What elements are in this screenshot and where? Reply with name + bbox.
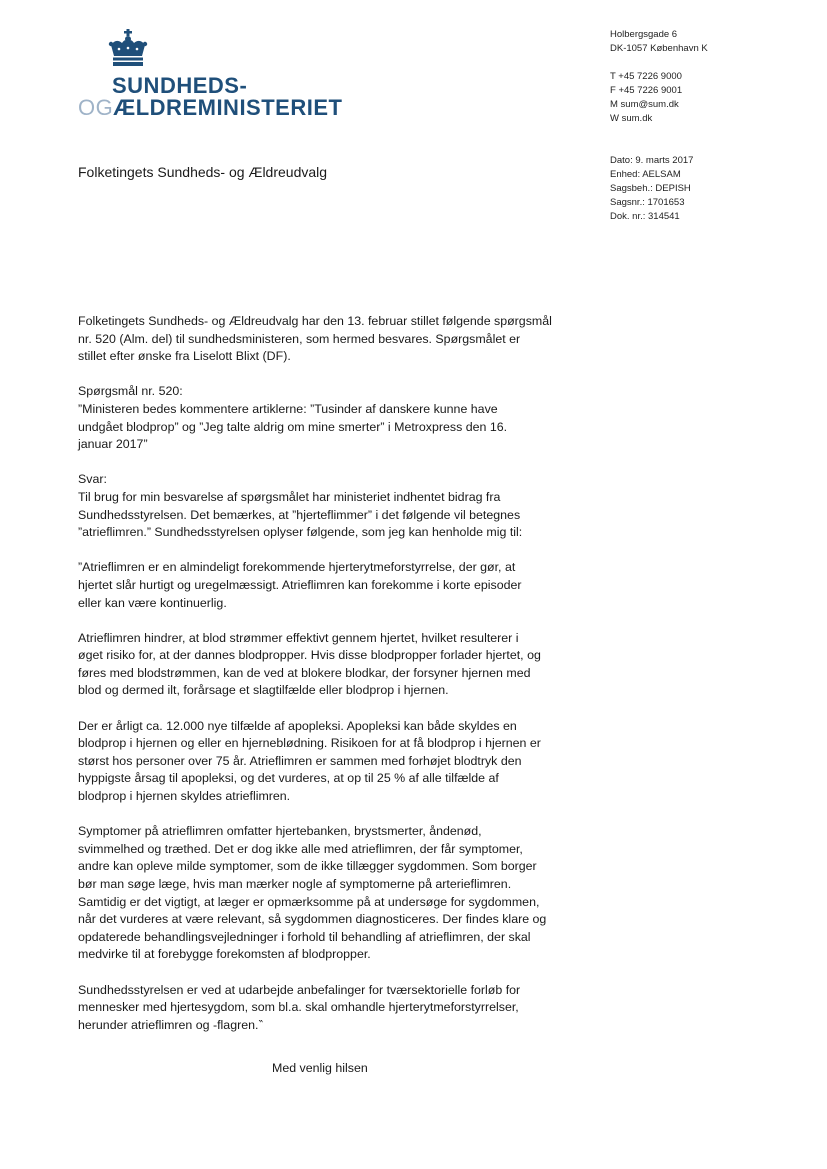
crown-icon [108, 29, 148, 67]
phone: T +45 7226 9000 [610, 71, 682, 82]
document-number: Dok. nr.: 314541 [610, 211, 680, 222]
address-line1: Holbergsgade 6 [610, 29, 678, 40]
logo-line2 [78, 97, 342, 119]
quote-paragraph-4: Symptomer på atrieflimren omfatter hjertebanken, brystsmerter, åndenød, svimmelhed og træthed. Det er dog ikke alle med atrieflimren, der får symptomer, andre kan opleve milde symptomer, som de ikke tillægger sygdommen. Som borger bør man søge læge, hvis man mærker nogle af symptomerne på arterieflimren. Samtidig er det vigtigt, at læger er opmærksomme på at undersøge for sygdommen, når det vurderes at være relevant, så sygdommen diagnosticeres. Der findes klare og opdaterede behandlingsvejledninger i forhold til behandling af atrieflimren, der skal medvirke til at forebygge forekomsten af blodpropper. [78, 824, 547, 962]
fax: F +45 7226 9001 [610, 85, 683, 96]
quote-paragraph-5: Sundhedsstyrelsen er ved at udarbejde anbefalinger for tværsektorielle forløb for mennesker med hjertesygdom, som bl.a. skal omhandle hjerterytmeforstyrrelser, herunder atrieflimren og -flagren.‶ [78, 982, 521, 1032]
quote-paragraph-2: Atrieflimren hindrer, at blod strømmer effektivt gennem hjertet, hvilket resulterer i øget risiko for, at der dannes blodpropper. Hvis disse blodpropper forlader hjertet, og føres med blodstrømmen, kan de ved at blokere blodkar, der forsyner hjernen med blod og dermed ilt, forårsage et slagtilfælde eller blodprop i hjernen. [78, 630, 541, 698]
logo-line1: SUNDHEDS- [112, 73, 248, 98]
ministry-logo [76, 29, 356, 124]
signoff: Med venlig hilsen [272, 1061, 368, 1075]
sender-info [610, 28, 708, 224]
intro-paragraph: Folketingets Sundheds- og Ældreudvalg har den 13. februar stillet følgende spørgsmål nr. 520 (Alm. del) til sundhedsministeren, som hermed besvares. Spørgsmålet er stillet efter ønske fra Liselott Blixt (DF). [78, 314, 552, 364]
letter-body [78, 313, 578, 1052]
question-paragraph: Spørgsmål nr. 520: ”Ministeren bedes kommentere artiklerne: ”Tusinder af danskere kunne have undgået blodprop” og ”Jeg talte aldrig om mine smerter” i Metroxpress den 16. januar 2017” [78, 384, 508, 452]
unit: Enhed: AELSAM [610, 169, 681, 180]
email: M sum@sum.dk [610, 99, 679, 110]
recipient: Folketingets Sundheds- og Ældreudvalg [78, 164, 328, 180]
case-officer: Sagsbeh.: DEPISH [610, 183, 691, 194]
address-line2: DK-1057 København K [610, 43, 708, 54]
quote-paragraph-1: ”Atrieflimren er en almindeligt forekommende hjerterytmeforstyrrelse, der gør, at hjertet slår hurtigt og uregelmæssigt. Atrieflimren kan forekomme i korte episoder eller kan være kontinuerlig. [78, 560, 522, 610]
case-number: Sagsnr.: 1701653 [610, 197, 685, 208]
answer-paragraph: Svar: Til brug for min besvarelse af spørgsmålet har ministeriet indhentet bidrag fra Sundhedsstyrelsen. Det bemærkes, at ”hjerteflimmer” i det følgende vil betegnes ”atrieflimren.” Sundhedsstyrelsen oplyser følgende, som jeg kan henholde mig til: [78, 472, 523, 540]
quote-paragraph-3: Der er årligt ca. 12.000 nye tilfælde af apopleksi. Apopleksi kan både skyldes en blodprop i hjernen og eller en hjerneblødning. Risikoen for at få blodprop i hjernen er størst hos personer over 75 år. Atrieflimren er sammen med forhøjet blodtryk den hyppigste årsag til apopleksi, og det vurderes, at op til 25 % af alle tilfælde af blodprop i hjernen skyldes atrieflimren. [78, 718, 541, 804]
website: W sum.dk [610, 113, 653, 124]
logo-prefix: OG [78, 95, 114, 120]
date: Dato: 9. marts 2017 [610, 155, 694, 166]
logo-main: ÆLDREMINISTERIET [113, 95, 343, 120]
